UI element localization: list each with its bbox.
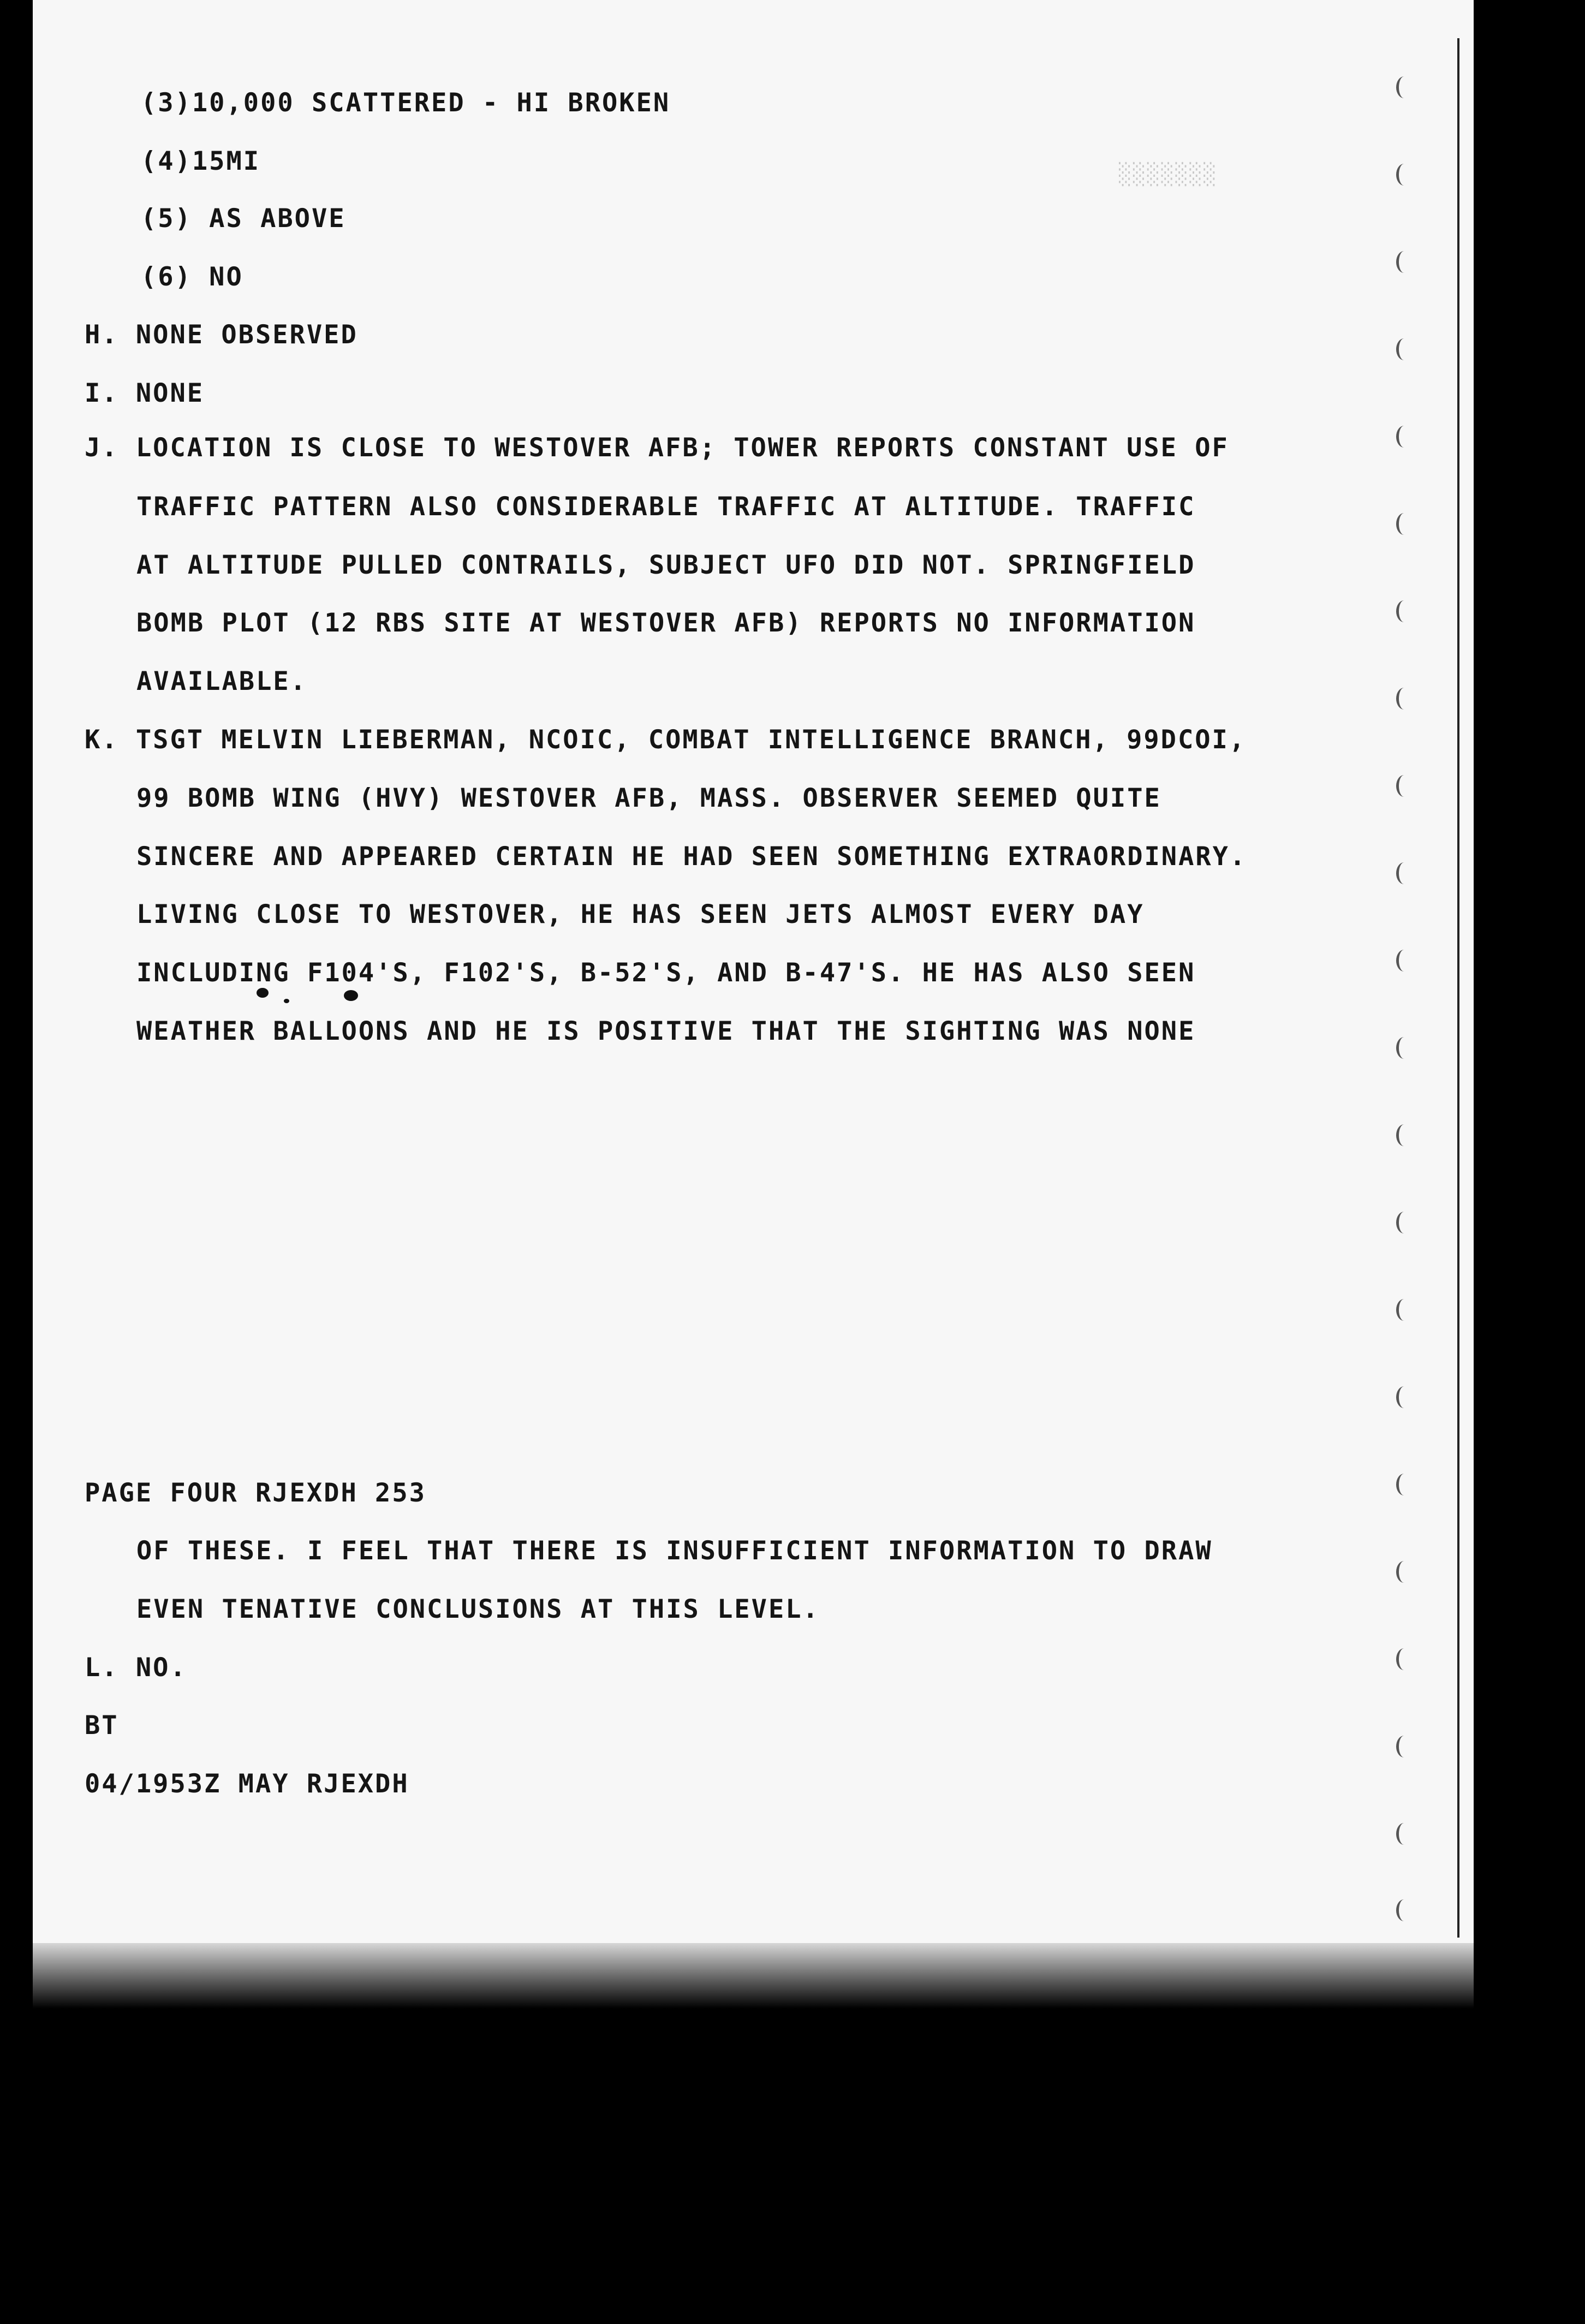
perforation-mark xyxy=(1396,513,1412,535)
perforation-mark xyxy=(1396,76,1412,98)
ink-smudge xyxy=(257,988,269,998)
perforation-mark xyxy=(1396,1736,1412,1757)
page-edge-shadow xyxy=(33,1943,1474,2009)
text-line: (6) NO xyxy=(141,262,243,292)
text-line: J. LOCATION IS CLOSE TO WESTOVER AFB; TOWER REPORTS CONSTANT USE OF xyxy=(85,433,1229,463)
text-line: BOMB PLOT (12 RBS SITE AT WESTOVER AFB) REPORTS NO INFORMATION xyxy=(136,608,1196,638)
text-line: K. TSGT MELVIN LIEBERMAN, NCOIC, COMBAT INTELLIGENCE BRANCH, 99DCOI, xyxy=(85,725,1247,755)
text-line: H. NONE OBSERVED xyxy=(85,320,358,350)
text-line: WEATHER BALLOONS AND HE IS POSITIVE THAT THE SIGHTING WAS NONE xyxy=(136,1016,1196,1046)
perforation-mark xyxy=(1396,775,1412,797)
text-line: (5) AS ABOVE xyxy=(141,204,346,234)
perforation-mark xyxy=(1396,1037,1412,1059)
perforation-mark xyxy=(1396,1212,1412,1233)
text-line: EVEN TENATIVE CONCLUSIONS AT THIS LEVEL. xyxy=(136,1594,820,1624)
date-time-group: 04/1953Z MAY RJEXDH xyxy=(85,1769,409,1799)
perforation-mark xyxy=(1396,1899,1412,1921)
perforation-mark xyxy=(1396,1124,1412,1146)
perforation-mark xyxy=(1396,164,1412,186)
teletype-page: ░░░░░░░ xyxy=(33,0,1474,1943)
perforation-mark xyxy=(1396,1561,1412,1583)
perforation-mark xyxy=(1396,600,1412,622)
text-line: AVAILABLE. xyxy=(136,666,307,696)
text-line: BT xyxy=(85,1711,119,1741)
text-line: LIVING CLOSE TO WESTOVER, HE HAS SEEN JETS ALMOST EVERY DAY xyxy=(136,899,1145,929)
page-header-line: PAGE FOUR RJEXDH 253 xyxy=(85,1478,426,1508)
ink-smudge xyxy=(284,999,289,1003)
perforation-mark xyxy=(1396,1474,1412,1495)
perforation-mark xyxy=(1396,862,1412,884)
perforation-mark xyxy=(1396,1299,1412,1321)
text-line: (4)15MI xyxy=(141,146,261,176)
perforation-mark xyxy=(1396,251,1412,273)
perforation-mark xyxy=(1396,426,1412,448)
text-line: OF THESE. I FEEL THAT THERE IS INSUFFICIENT INFORMATION TO DRAW xyxy=(136,1536,1213,1566)
text-line: TRAFFIC PATTERN ALSO CONSIDERABLE TRAFFIC AT ALTITUDE. TRAFFIC xyxy=(136,492,1196,522)
perforation-mark xyxy=(1396,950,1412,972)
margin-rule xyxy=(1457,38,1459,1938)
text-line: I. NONE xyxy=(85,378,205,408)
perforation-mark xyxy=(1396,1823,1412,1845)
perforation-mark xyxy=(1396,688,1412,710)
text-line: (3)10,000 SCATTERED - HI BROKEN xyxy=(141,88,671,118)
ink-smudge xyxy=(344,990,358,1001)
text-line: SINCERE AND APPEARED CERTAIN HE HAD SEEN SOMETHING EXTRAORDINARY. xyxy=(136,842,1247,872)
text-line: INCLUDING F104'S, F102'S, B-52'S, AND B-47'S. HE HAS ALSO SEEN xyxy=(136,958,1196,988)
perforation-mark xyxy=(1396,1386,1412,1408)
perforation-mark xyxy=(1396,1648,1412,1670)
text-line: L. NO. xyxy=(85,1653,187,1683)
text-line: AT ALTITUDE PULLED CONTRAILS, SUBJECT UFO DID NOT. SPRINGFIELD xyxy=(136,550,1196,580)
text-line: 99 BOMB WING (HVY) WESTOVER AFB, MASS. OBSERVER SEEMED QUITE xyxy=(136,783,1161,813)
perforation-mark xyxy=(1396,338,1412,360)
